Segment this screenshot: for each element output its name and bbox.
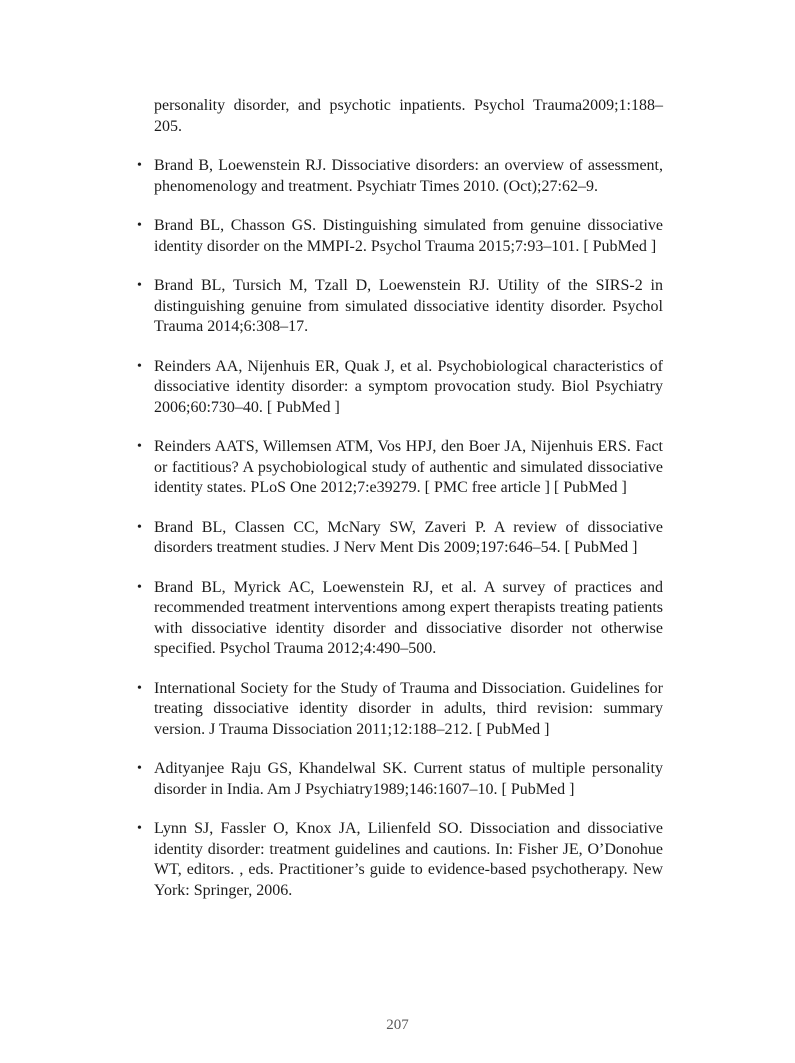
reference-text: Adityanjee Raju GS, Khandelwal SK. Current status of multiple personality disorder in India. Am J Psychiatry1989;146:1607–10. [ PubMed ] [154,760,663,798]
bullet-icon: • [137,278,142,293]
reference-item [137,357,663,419]
reference-item [137,437,663,499]
reference-item [137,578,663,660]
reference-text: Lynn SJ, Fassler O, Knox JA, Lilienfeld SO. Dissociation and dissociative identity disorder: treatment guidelines and cautions. In: Fisher JE, O’Donohue WT, editors. , eds. Practitioner’s guide to evidence-based psychotherapy. New York: Springer, 2006. [154,820,663,899]
reference-list [137,156,663,901]
bullet-icon: • [137,358,142,374]
reference-text: Brand BL, Tursich M, Tzall D, Loewenstein RJ. Utility of the SIRS-2 in distinguishing genuine from simulated dissociative identity disorder. Psychol Trauma 2014;6:308–17. [154,277,663,335]
reference-item [137,759,663,800]
bullet-icon: • [137,680,142,696]
reference-text: Brand B, Loewenstein RJ. Dissociative disorders: an overview of assessment, phenomenology and treatment. Psychiatr Times 2010. (Oct);27:62–9. [154,157,663,195]
bullet-icon: • [137,519,142,535]
reference-item [137,679,663,741]
reference-text: Reinders AA, Nijenhuis ER, Quak J, et al. Psychobiological characteristics of dissociative identity disorder: a symptom provocation study. Biol Psychiatry 2006;60:730–40. [ PubMed ] [154,357,663,416]
reference-item [137,156,663,197]
bullet-icon: • [137,158,142,173]
reference-text: Brand BL, Myrick AC, Loewenstein RJ, et al. A survey of practices and recommended treatment interventions among expert therapists treating patients with dissociative identity disorder and dissociative disorder not otherwise specified. Psychol Trauma 2012;4:490–500. [154,578,663,657]
reference-item [137,276,663,338]
page-number: 207 [386,1017,409,1033]
bullet-icon: • [137,579,142,595]
bullet-icon: • [137,439,142,454]
reference-item [137,819,663,901]
reference-text: Brand BL, Classen CC, McNary SW, Zaveri P. A review of dissociative disorders treatment studies. J Nerv Ment Dis 2009;197:646–54. [ PubMed ] [154,518,663,556]
reference-item [137,518,663,559]
reference-continuation-text: personality disorder, and psychotic inpatients. Psychol Trauma2009;1:188–205. [154,97,663,135]
reference-item [137,216,663,257]
references-section [137,96,663,901]
bullet-icon: • [137,821,142,836]
bullet-icon: • [137,761,142,776]
bullet-icon: • [137,218,142,233]
reference-text: International Society for the Study of Trauma and Dissociation. Guidelines for treating dissociative identity disorder in adults, third revision: summary version. J Trauma Dissociation 2011;12:188–212. [ PubMed ] [154,679,663,738]
reference-text: Reinders AATS, Willemsen ATM, Vos HPJ, den Boer JA, Nijenhuis ERS. Fact or factitious? A psychobiological study of authentic and simulated dissociative identity states. PLoS One 2012;7:e39279. [ PMC free article ] [ PubMed ] [154,438,663,496]
reference-text: Brand BL, Chasson GS. Distinguishing simulated from genuine dissociative identity disorder on the MMPI-2. Psychol Trauma 2015;7:93–101. [ PubMed ] [154,217,663,255]
